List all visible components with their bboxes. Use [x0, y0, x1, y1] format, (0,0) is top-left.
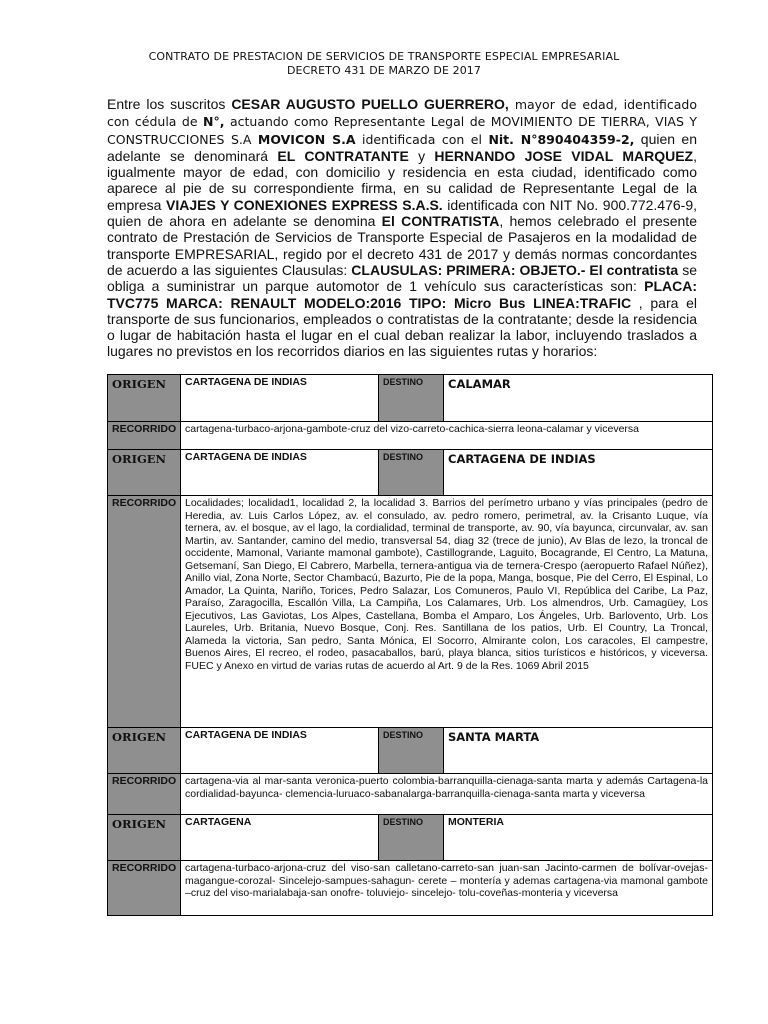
route-header-row [108, 375, 713, 422]
recorrido-value: cartagena-turbaco-arjona-gambote-cruz del vizo-carreto-cachica-sierra leona-calamar y viceversa [181, 422, 713, 450]
origen-label: ORIGEN [108, 728, 181, 774]
route-recorrido-row [108, 774, 713, 815]
route-header-row [108, 815, 713, 861]
destino-label: DESTINO [379, 815, 444, 861]
contratista-company-name: VIAJES Y CONEXIONES EXPRESS S.A.S. [166, 196, 443, 213]
contratante-representative-name: CESAR AUGUSTO PUELLO GUERRERO, [231, 96, 509, 112]
route-recorrido-row [108, 422, 713, 450]
origen-value: CARTAGENA DE INDIAS [181, 450, 379, 496]
origen-label: ORIGEN [108, 815, 181, 861]
intro-text: , hemos celebrado el presente contrato de Prestación de Servicios de Transporte Especial de Pasajeros en la modalidad de transporte EMPRESARIAL, regido por el decreto 431 de 2017 y demás normas concordantes de acuerdo a las siguientes Clausulas: [107, 213, 697, 278]
recorrido-label: RECORRIDO [108, 861, 181, 916]
route-header-row [108, 728, 713, 774]
intro-text: se obliga a suministrar un parque automotor de 1 vehículo sus características son: [107, 261, 697, 295]
clause-heading: CLAUSULAS: PRIMERA: OBJETO.- El contratista [351, 261, 679, 278]
recorrido-label: RECORRIDO [108, 774, 181, 815]
route-header-row [108, 450, 713, 496]
intro-text: quien en adelante se denominará [107, 130, 698, 164]
recorrido-value: cartagena-via al mar-santa veronica-puerto colombia-barranquilla-cienaga-santa marta y además Cartagena-la cordialidad-bayunca- clemencia-luruaco-sabanalarga-barranquilla-cienaga-santa marta y viceversa [181, 774, 713, 815]
decree-subtitle: DECRETO 431 DE MARZO DE 2017 [286, 64, 482, 77]
intro-text: mayor de edad, identificado con cédula de [107, 97, 697, 130]
intro-text: y [408, 147, 435, 164]
contratista-representative-name: HERNANDO JOSE VIDAL MARQUEZ [434, 147, 694, 164]
origen-label: ORIGEN [108, 450, 181, 496]
destino-value: SANTA MARTA [444, 728, 713, 774]
recorrido-label: RECORRIDO [108, 422, 181, 450]
route-recorrido-row [108, 496, 713, 728]
contratante-company-short-name: MOVICON S.A [257, 131, 356, 147]
origen-label: ORIGEN [108, 375, 181, 422]
destino-value: CALAMAR [444, 375, 713, 422]
recorrido-value: Localidades; localidad1, localidad 2, la localidad 3. Barrios del perímetro urbano y vías principales (pedro de Heredia, av. Luis Carlos López, av. el consulado, av. pedro romero, perimetral, av. la Crisanto Luque, vía ternera, av. el bosque, av el lago, la cordialidad, terminal de transporte, av. 90, vía bayunca, circunvalar, av. san Martin, av. Santander, camino del medio, transversal 54, diag 32 (trece de junio), Av Blas de lezo, la troncal de occidente, Mamonal, Variante mamonal gambote), Castillogrande, Laguito, Bocagrande, El Centro, La Matuna, Getsemaní, San Diego, El Cabrero, Marbella, ternera-antigua via de ternera-Crespo (aeropuerto Rafael Núñez), Anillo vial, Zona Norte, Sector Chambacú, Bazurto, Pie de la popa, Manga, bosque, Pie del Cerro, El Espinal, Lo Amador, La Quinta, Nariño, Torices, Pedro Salazar, Los Comuneros, Paulo VI, República del Caribe, La Paz, Paraíso, Zaragocilla, Escallón Villa, La Campiña, Los Calamares, Urb. Los almendros, Urb. Camagüey, Los Ejecutivos, Las Gaviotas, Los Alpes, Castellana, Bomba el Amparo, Los Ángeles, Urb. Barlovento, Urb. Los Laureles, Urb. Britania, Nuevo Bosque, Conj. Res. Santillana de los patios, Urb. El Country, La Troncal, Alameda la victoria, San pedro, Santa Mónica, El Socorro, Almirante colon, Los caracoles, El campestre, Buenos Aires, El recreo, el rodeo, pasacaballos, barú, playa blanca, sitios turísticos e históricos, y viceversa. FUEC y Anexo en virtud de varias rutas de acuerdo al Art. 9 de la Res. 1069 Abril 2015 [181, 496, 713, 728]
recorrido-value: cartagena-turbaco-arjona-cruz del viso-san calletano-carreto-san juan-san Jacinto-carmen de bolívar-ovejas-magangue-corozal- Sincelejo-sampues-sahagun- cerete – montería y ademas cartagena-via mamonal gambote –cruz del viso-marialabaja-san onofre- toluviejo- sincelejo- tolu-coveñas-monteria y viceversa [181, 861, 713, 916]
destino-label: DESTINO [379, 450, 444, 496]
origen-value: CARTAGENA DE INDIAS [181, 728, 379, 774]
contract-title: CONTRATO DE PRESTACION DE SERVICIOS DE TRANSPORTE ESPECIAL EMPRESARIAL [148, 50, 620, 63]
origen-value: CARTAGENA DE INDIAS [181, 375, 379, 422]
intro-text: identificada con NIT No. 900.772.476-9, quien de ahora en adelante se denomina [107, 196, 698, 230]
contratante-nit: Nit. N°890404359-2, [488, 131, 635, 147]
contract-intro-paragraph [107, 96, 697, 360]
vehicle-details: PLACA: TVC775 MARCA: RENAULT MODELO:2016 TIPO: Micro Bus LINEA:TRAFIC [107, 278, 697, 311]
route-recorrido-row [108, 861, 713, 916]
destino-label: DESTINO [379, 375, 444, 422]
destino-label: DESTINO [379, 728, 444, 774]
contratante-label: EL CONTRATANTE [277, 147, 409, 164]
recorrido-label: RECORRIDO [108, 496, 181, 728]
destino-value: CARTAGENA DE INDIAS [444, 450, 713, 496]
intro-text: , para el transporte de sus funcionarios, empleados o contratistas de la contratante; desde la residencia o lugar de habitación hasta el lugar en el cual deban realizar la labor, incluyendo traslados a lugares no previstos en los recorridos diarios en las siguientes rutas y horarios: [107, 294, 697, 360]
destino-value: MONTERIA [444, 815, 713, 861]
intro-text: actuando como Representante Legal de MOVIMIENTO DE TIERRA, VIAS Y CONSTRUCCIONES S.A [107, 114, 697, 147]
intro-text: , igualmente mayor de edad, con domicilio y residencia en esta ciudad, identificado como aparece al pie de su correspondiente firma, en su calidad de Representante Legal de la empresa [107, 147, 698, 213]
intro-text: Entre los suscritos [107, 96, 232, 112]
routes-table [107, 374, 713, 916]
cedula-number: N°, [203, 114, 225, 130]
contratista-label: El CONTRATISTA [381, 213, 500, 230]
origen-value: CARTAGENA [181, 815, 379, 861]
intro-text: identificada con el [355, 131, 489, 147]
